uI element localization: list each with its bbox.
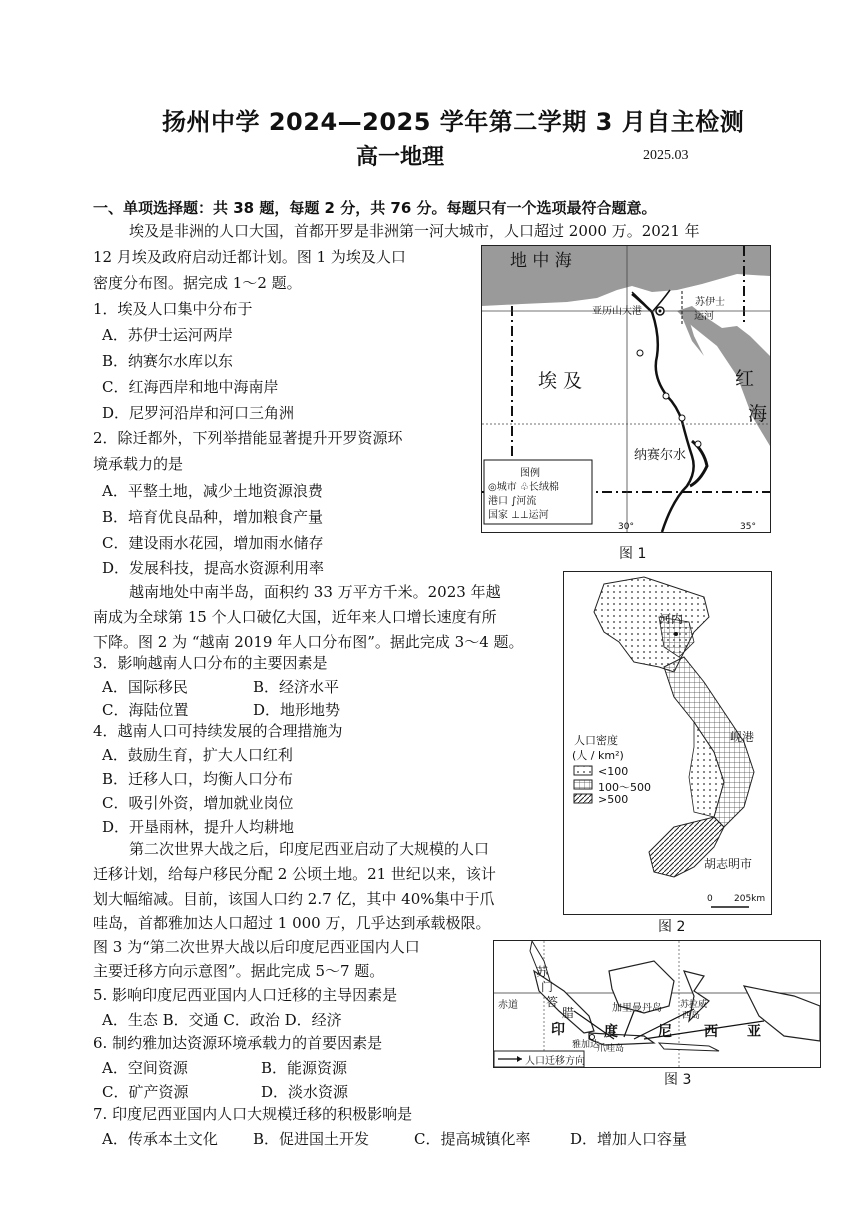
- sumatra-label-2: 门: [541, 980, 554, 994]
- question-1-option-d[interactable]: D．尼罗河沿岸和河口三角洲: [102, 404, 295, 422]
- question-2-option-c[interactable]: C．建设雨水花园，增加雨水储存: [102, 534, 324, 552]
- lon-30-label: 30°: [618, 522, 634, 532]
- question-3-option-d[interactable]: D．地形地势: [253, 701, 341, 719]
- question-7-option-b[interactable]: B．促进国土开发: [253, 1130, 370, 1148]
- legend-mid-label: 100～500: [598, 781, 651, 794]
- indonesia-label-du: 度: [604, 1024, 618, 1040]
- legend-low-label: <100: [598, 765, 629, 778]
- question-1-option-b[interactable]: B．纳赛尔水库以东: [102, 352, 234, 370]
- nile-river-line: [632, 294, 694, 532]
- sumatra-label-3: 答: [546, 995, 559, 1009]
- question-7-option-a[interactable]: A．传承本土文化: [102, 1130, 218, 1148]
- figure-2-vietnam-map: [563, 571, 772, 915]
- question-6-option-b[interactable]: B．能源资源: [261, 1059, 348, 1077]
- passage3-line3: 划大幅缩减。目前，该国人口约 2.7 亿，其中 40%集中于爪: [93, 890, 495, 908]
- sulawesi-label-1: 苏拉威: [680, 1000, 708, 1010]
- question-6-option-c[interactable]: C．矿产资源: [102, 1083, 189, 1101]
- question-4-option-c[interactable]: C．吸引外资，增加就业岗位: [102, 794, 294, 812]
- section-heading: 一、单项选择题：共 38 题，每题 2 分，共 76 分。每题只有一个选项最符合题意。: [93, 199, 657, 217]
- ho-chi-minh-label: 胡志明市: [704, 857, 753, 871]
- indonesia-label-ni: 尼: [658, 1024, 672, 1040]
- figure-1-caption: 图 1: [619, 546, 647, 562]
- lesser-sunda-islands: [659, 1043, 719, 1051]
- scale-zero-label: 0: [707, 894, 713, 904]
- question-2-stem-line1: 2．除迁都外，下列举措能显著提升开罗资源环: [93, 429, 403, 447]
- vietnam-north-region: [594, 577, 709, 672]
- sumatra-label-1: 苏: [536, 965, 549, 979]
- figure-2-caption: 图 2: [658, 919, 686, 935]
- alexandria-port-label: 亚历山大港: [592, 306, 642, 317]
- question-5-options[interactable]: A．生态 B．交通 C．政治 D．经济: [102, 1011, 342, 1029]
- indonesia-label-ya: 亚: [747, 1024, 761, 1040]
- suez-label: 苏伊士: [695, 297, 725, 308]
- figure-1-egypt-map: [481, 245, 771, 533]
- exam-date: 2025.03: [643, 148, 689, 163]
- question-1-option-c[interactable]: C．红海西岸和地中海南岸: [102, 378, 279, 396]
- question-2-stem-line2: 境承载力的是: [93, 455, 184, 473]
- question-3-option-c[interactable]: C．海陆位置: [102, 701, 189, 719]
- sumatra-label-4: 腊: [562, 1006, 575, 1020]
- lon-35-label: 35°: [740, 522, 756, 532]
- question-6-stem: 6. 制约雅加达资源环境承载力的首要因素是: [93, 1034, 383, 1052]
- passage3-line5: 图 3 为“第二次世界大战以后印度尼西亚国内人口: [93, 938, 420, 956]
- fig1-legend-row-3: 国家 ⊥⊥运河: [488, 510, 549, 521]
- question-6-option-a[interactable]: A．空间资源: [102, 1059, 188, 1077]
- question-2-option-d[interactable]: D．发展科技，提高水资源利用率: [102, 559, 325, 577]
- lake-nasser-label: 纳赛尔水: [634, 448, 687, 463]
- red-sea-label-2: 海: [748, 403, 768, 425]
- migration-arrow-kalimantan: [624, 1011, 634, 1037]
- question-3-stem: 3．影响越南人口分布的主要因素是: [93, 654, 328, 672]
- fig1-legend-title: 图例: [520, 468, 540, 479]
- legend-swatch-low: [574, 766, 592, 775]
- question-7-option-c[interactable]: C．提高城镇化率: [414, 1130, 531, 1148]
- passage1-line3: 密度分布图。据完成 1～2 题。: [93, 274, 302, 292]
- mediterranean-label: 地 中 海: [510, 251, 572, 271]
- hanoi-label: 河内: [659, 612, 684, 626]
- page-title: 扬州中学 2024—2025 学年第二学期 3 月自主检测: [162, 108, 745, 136]
- java-label: 爪哇岛: [597, 1044, 625, 1054]
- equator-label: 赤道: [498, 1000, 518, 1011]
- city-dot: [637, 350, 643, 356]
- cairo-city-center: [659, 310, 662, 313]
- passage2-line1: 越南地处中南半岛，面积约 33 万平方千米。2023 年越: [129, 583, 501, 601]
- question-2-option-a[interactable]: A．平整土地，减少土地资源浪费: [102, 482, 323, 500]
- passage1-line2: 12 月埃及政府启动迁都计划。图 1 为埃及人口: [93, 248, 406, 266]
- question-4-option-a[interactable]: A．鼓励生育，扩大人口红利: [102, 746, 293, 764]
- question-3-option-b[interactable]: B．经济水平: [253, 678, 340, 696]
- city-dot: [679, 415, 685, 421]
- fig2-legend-unit: (人 / km²): [572, 749, 624, 762]
- kalimantan-label: 加里曼丹岛: [612, 1003, 662, 1014]
- passage1-line1: 埃及是非洲的人口大国，首都开罗是非洲第一河大城市，人口超过 2000 万。2021 年: [129, 222, 700, 240]
- figure-3-indonesia-map: [493, 940, 821, 1068]
- question-1-stem: 1．埃及人口集中分布于: [93, 300, 253, 318]
- passage3-line4: 哇岛，首都雅加达人口超过 1 000 万，几乎达到承载极限。: [93, 914, 491, 932]
- question-3-option-a[interactable]: A．国际移民: [102, 678, 188, 696]
- passage3-line6: 主要迁移方向示意图”。据此完成 5～7 题。: [93, 962, 385, 980]
- question-7-option-d[interactable]: D．增加人口容量: [570, 1130, 688, 1148]
- red-sea-label-1: 红: [735, 368, 755, 390]
- question-6-option-d[interactable]: D．淡水资源: [261, 1083, 349, 1101]
- legend-swatch-high: [574, 794, 592, 803]
- subject-title: 高一地理: [356, 145, 445, 170]
- danang-label: 岘港: [730, 730, 755, 744]
- indonesia-label-yin: 印: [551, 1022, 565, 1038]
- question-5-stem: 5. 影响印度尼西亚国内人口迁移的主导因素是: [93, 986, 398, 1004]
- scale-distance-label: 205km: [734, 894, 766, 904]
- fig2-legend-title: 人口密度: [574, 734, 618, 747]
- question-1-option-a[interactable]: A．苏伊士运河两岸: [102, 326, 233, 344]
- canal-label: 运河: [694, 311, 714, 322]
- passage3-line1: 第二次世界大战之后，印度尼西亚启动了大规模的人口: [129, 840, 490, 858]
- hanoi-city-dot: [674, 632, 678, 636]
- sulawesi-label-2: 西岛: [682, 1011, 701, 1021]
- legend-swatch-mid: [574, 780, 592, 789]
- egypt-country-label: 埃 及: [538, 370, 583, 392]
- indonesia-label-xi: 西: [704, 1024, 718, 1040]
- fig3-legend-label: 人口迁移方向: [525, 1056, 585, 1067]
- city-dot: [663, 393, 669, 399]
- question-4-stem: 4．越南人口可持续发展的合理措施为: [93, 722, 343, 740]
- question-7-stem: 7. 印度尼西亚国内人口大规模迁移的积极影响是: [93, 1105, 413, 1123]
- jakarta-label: 雅加达: [572, 1040, 600, 1050]
- question-4-option-b[interactable]: B．迁移人口，均衡人口分布: [102, 770, 294, 788]
- question-4-option-d[interactable]: D．开垦雨林，提升人均耕地: [102, 818, 295, 836]
- passage2-line2: 南成为全球第 15 个人口破亿大国，近年来人口增长速度有所: [93, 608, 497, 626]
- city-dot: [695, 441, 701, 447]
- figure-3-caption: 图 3: [664, 1072, 692, 1088]
- fig1-legend-row-1: ◎城市 ♧长绒棉: [488, 482, 559, 493]
- passage2-line3: 下降。图 2 为 “越南 2019 年人口分布图”。据此完成 3～4 题。: [93, 633, 524, 651]
- legend-high-label: >500: [598, 793, 629, 806]
- passage3-line2: 迁移计划，给每户移民分配 2 公顷土地。21 世纪以来，该计: [93, 865, 496, 883]
- fig1-legend-row-2: 港口 ∫河流: [488, 496, 537, 507]
- question-2-option-b[interactable]: B．培育优良品种，增加粮食产量: [102, 508, 324, 526]
